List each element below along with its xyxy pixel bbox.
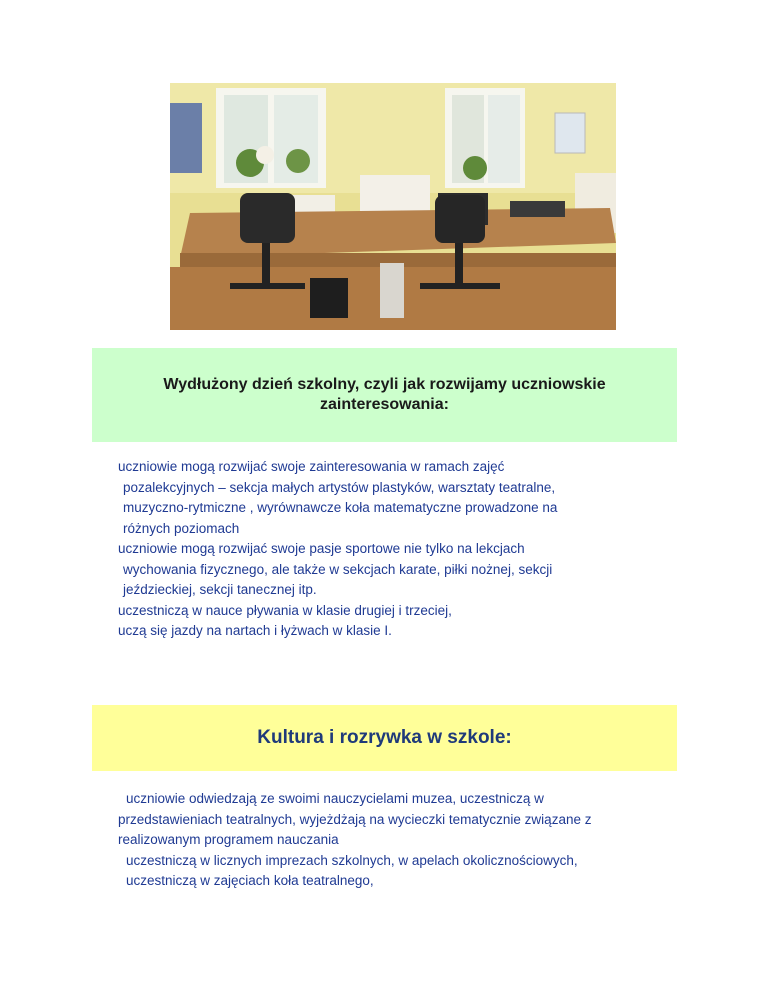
- list-item: różnych poziomach: [123, 520, 240, 536]
- list-item: przedstawieniach teatralnych, wyjeżdżają na wycieczki tematycznie związane z: [118, 811, 592, 827]
- section2-heading-band: [92, 705, 677, 771]
- list-item: uczniowie mogą rozwijać swoje zainteresowania w ramach zajęć: [118, 459, 505, 474]
- list-item: uczestniczą w licznych imprezach szkolnych, w apelach okolicznościowych,: [126, 852, 578, 868]
- list-item: wychowania fizycznego, ale także w sekcjach karate, piłki nożnej, sekcji: [123, 561, 553, 577]
- list-item: uczestniczą w zajęciach koła teatralnego,: [126, 873, 374, 888]
- list-item: realizowanym programem nauczania: [118, 832, 339, 847]
- section2-heading: Kultura i rozrywka w szkole:: [257, 727, 512, 748]
- section2-list: [118, 789, 688, 892]
- list-item: uczniowie odwiedzają ze swoimi nauczycielami muzea, uczestniczą w: [126, 791, 544, 806]
- section1-heading-band: [92, 348, 677, 442]
- list-item: muzyczno-rytmiczne , wyrównawcze koła matematyczne prowadzone na: [123, 500, 558, 515]
- list-item: uczestniczą w nauce pływania w klasie drugiej i trzeciej,: [118, 602, 452, 618]
- section1-heading: Wydłużony dzień szkolny, czyli jak rozwijamy uczniowskie zainteresowania:: [163, 376, 606, 413]
- list-item: uczą się jazdy na nartach i łyżwach w klasie I.: [118, 623, 392, 638]
- section1-list: [118, 457, 678, 642]
- list-item: pozalekcyjnych – sekcja małych artystów plastyków, warsztaty teatralne,: [123, 479, 556, 495]
- list-item: jeździeckiej, sekcji tanecznej itp.: [123, 582, 317, 597]
- list-item: uczniowie mogą rozwijać swoje pasje sportowe nie tylko na lekcjach: [118, 541, 525, 556]
- office-photo: [170, 83, 616, 330]
